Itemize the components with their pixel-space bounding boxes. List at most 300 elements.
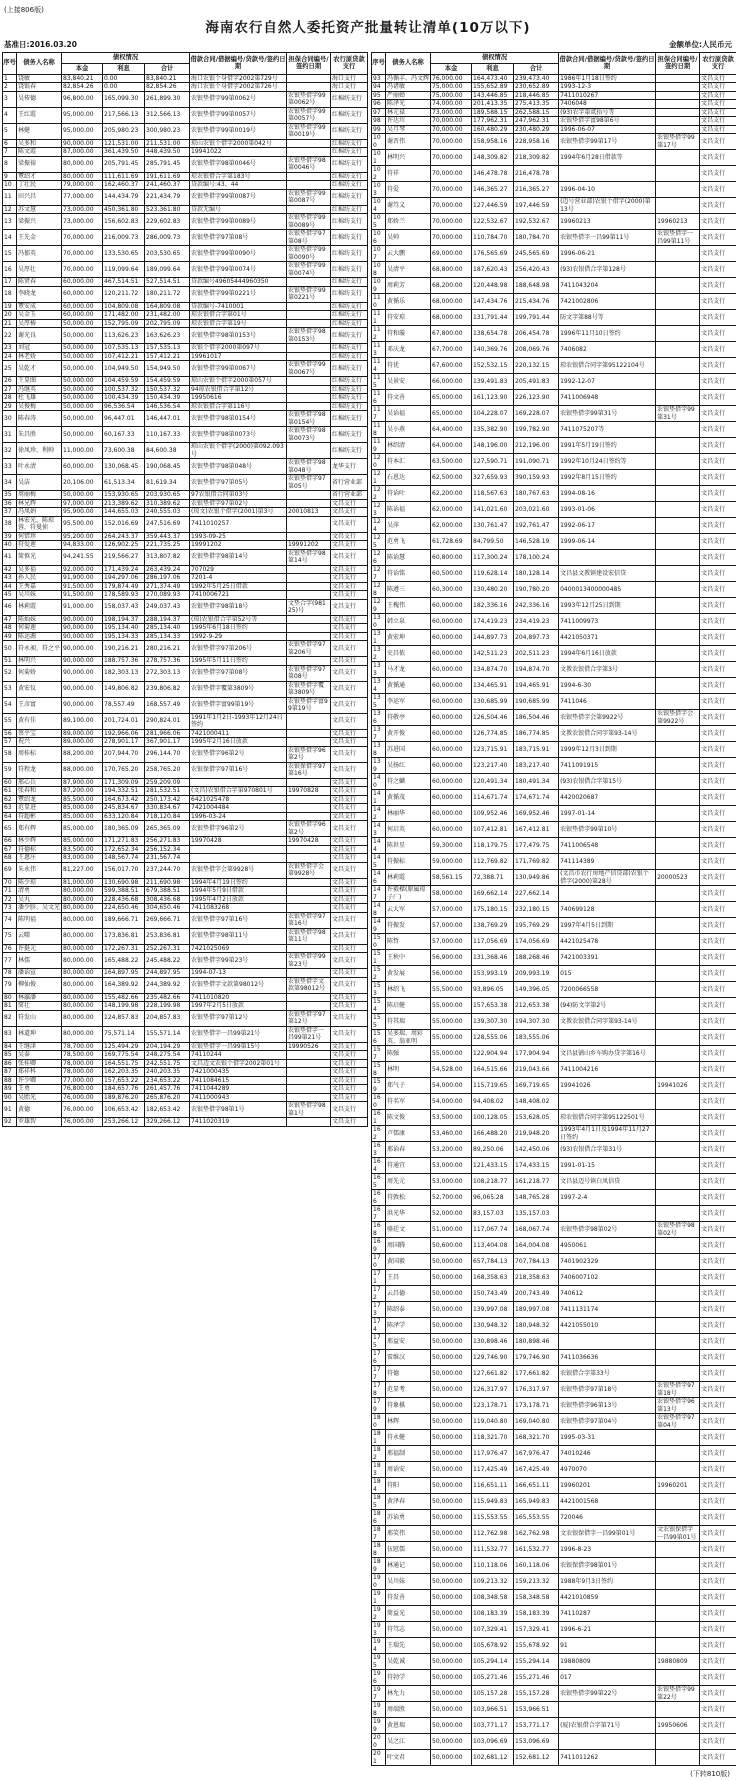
- cell-guarantee: [287, 302, 331, 311]
- cell-no: 137: [372, 726, 386, 742]
- cell-guarantee: [287, 944, 331, 953]
- cell-no: 127: [372, 566, 386, 582]
- cell-interest: 94,408.02: [472, 1094, 514, 1110]
- cell-interest: 123,715.91: [472, 742, 514, 758]
- cell-total: 153,628.05: [514, 1110, 559, 1126]
- cell-total: 167,976.47: [514, 1446, 559, 1462]
- cell-contract: 1992-06-17: [559, 518, 656, 534]
- header-interest: 利息: [472, 63, 514, 74]
- cell-principal: 75,000.00: [431, 91, 472, 100]
- cell-principal: 50,000.00: [431, 1590, 472, 1606]
- cell-principal: 70,000.00: [431, 150, 472, 166]
- cell-interest: 105,678.92: [472, 1638, 514, 1654]
- cell-contract: 1993年12月25日到期: [559, 598, 656, 614]
- cell-guarantee: [656, 982, 700, 998]
- cell-principal: 68,200.00: [431, 278, 472, 294]
- cell-branch: 文昌支行: [331, 516, 368, 532]
- cell-debtor-name: 吴小燕: [386, 422, 431, 438]
- cell-total: 183,715.91: [514, 742, 559, 758]
- cell-guarantee: 农银垫借字99第31号: [656, 406, 700, 422]
- cell-interest: 140,369.76: [472, 342, 514, 358]
- cell-branch: 文昌支行: [331, 1002, 368, 1011]
- cell-interest: 130,898.46: [472, 1334, 514, 1350]
- cell-total: 158,183.39: [514, 1606, 559, 1622]
- cell-no: 19: [3, 302, 17, 311]
- cell-branch: 文昌支行: [700, 1574, 736, 1590]
- cell-principal: 68,800.00: [431, 262, 472, 278]
- cell-no: 92: [3, 1118, 17, 1127]
- cell-total: 167,412.81: [514, 822, 559, 838]
- cell-branch: 文昌支行: [331, 1085, 368, 1094]
- cell-interest: 192,966.06: [103, 729, 145, 738]
- cell-total: 219,948.20: [514, 1126, 559, 1142]
- cell-guarantee: 农银垫借字99第0057号: [287, 107, 331, 123]
- cell-interest: 133,530.65: [103, 246, 145, 262]
- cell-branch: 文昌支行: [700, 1302, 736, 1318]
- cell-contract: 1999-06-14: [559, 534, 656, 550]
- cell-no: 41: [3, 549, 17, 565]
- cell-principal: 50,000.00: [62, 319, 103, 328]
- cell-branch: 文昌支行: [331, 615, 368, 624]
- cell-contract: 97农银借合同第03号: [190, 491, 287, 500]
- cell-total: 359,443.37: [145, 532, 190, 541]
- cell-contract: 7421025069: [190, 944, 287, 953]
- cell-no: 120: [372, 454, 386, 470]
- cell-total: 180,211.72: [145, 286, 190, 302]
- cell-total: 149,396.05: [514, 982, 559, 998]
- cell-total: 231,567.74: [145, 854, 190, 863]
- cell-interest: 102,681.12: [472, 1750, 514, 1766]
- table-row: [3, 516, 368, 532]
- table-row: [372, 710, 736, 726]
- cell-no: 188: [372, 1542, 386, 1558]
- cell-interest: 104,949.50: [103, 361, 145, 377]
- cell-branch: 文昌支行: [700, 694, 736, 710]
- table-row: [372, 870, 736, 886]
- cell-guarantee: [287, 344, 331, 353]
- table-row: [372, 134, 736, 150]
- cell-principal: 81,000.00: [62, 878, 103, 887]
- cell-debtor-name: 梁振兴: [17, 214, 62, 230]
- cell-branch: 红棉纺支行: [331, 246, 368, 262]
- table-body-right: [372, 74, 736, 1766]
- cell-branch: 文昌支行: [700, 406, 736, 422]
- cell-principal: 60,000.00: [431, 694, 472, 710]
- cell-debtor-name: 云大军: [386, 902, 431, 918]
- cell-interest: 253,266.12: [103, 1118, 145, 1127]
- cell-contract: 文农银保借字一昌99第01号: [559, 1526, 656, 1542]
- cell-interest: 96,536.54: [103, 402, 145, 411]
- cell-interest: 115,949.83: [472, 1494, 514, 1510]
- cell-no: 42: [3, 565, 17, 574]
- cell-contract: 94琼农银借合字第12号: [190, 385, 287, 394]
- cell-interest: 125,494.29: [103, 1042, 145, 1051]
- cell-guarantee: [656, 1014, 700, 1030]
- cell-contract: 1997年2月5日放款: [190, 1002, 287, 1011]
- cell-debtor-name: 叶文君: [386, 1750, 431, 1766]
- cell-guarantee: 农银垫借字99第0067号: [287, 361, 331, 377]
- cell-total: 166,651.11: [514, 1478, 559, 1494]
- cell-branch: 文昌支行: [331, 632, 368, 641]
- cell-branch: 红棉纺支行: [331, 286, 368, 302]
- cell-total: 239,473.40: [514, 74, 559, 83]
- table-row: [3, 549, 368, 565]
- cell-principal: 80,000.00: [62, 895, 103, 904]
- cell-interest: 118,567.63: [472, 486, 514, 502]
- table-row: [3, 812, 368, 821]
- table-row: [3, 262, 368, 278]
- table-row: [3, 697, 368, 713]
- cell-interest: 122,904.94: [472, 1046, 514, 1062]
- cell-total: 718,120.84: [145, 812, 190, 821]
- cell-interest: 104,809.08: [103, 302, 145, 311]
- cell-principal: 50,000.00: [431, 1638, 472, 1654]
- cell-interest: 219,566.27: [103, 549, 145, 565]
- cell-branch: 文昌支行: [700, 1606, 736, 1622]
- cell-total: 174,671.74: [514, 790, 559, 806]
- cell-principal: 77,000.00: [62, 189, 103, 205]
- cell-guarantee: [287, 205, 331, 214]
- cell-total: 155,157.28: [514, 1686, 559, 1702]
- cell-interest: 105,271.46: [472, 1670, 514, 1686]
- cell-branch: 文昌支行: [700, 1206, 736, 1222]
- table-row: [372, 1542, 736, 1558]
- cell-total: 219,043.66: [514, 1062, 559, 1078]
- cell-no: 44: [3, 582, 17, 591]
- cell-debtor-name: 蔡平宝: [17, 729, 62, 738]
- cell-branch: 文昌支行: [700, 125, 736, 134]
- cell-branch: 文昌支行: [331, 738, 368, 747]
- cell-guarantee: [287, 377, 331, 386]
- cell-interest: 126,902.25: [103, 541, 145, 550]
- cell-no: 68: [3, 854, 17, 863]
- cell-total: 278,757.36: [145, 657, 190, 666]
- table-row: [372, 886, 736, 902]
- cell-contract: 7421003391: [559, 950, 656, 966]
- cell-no: 142: [372, 806, 386, 822]
- cell-total: 281,966.06: [145, 729, 190, 738]
- cell-total: 208,069.76: [514, 342, 559, 358]
- cell-guarantee: [656, 998, 700, 1014]
- cell-debtor-name: 吴帅: [386, 230, 431, 246]
- cell-principal: 60,800.00: [431, 550, 472, 566]
- cell-no: 103: [372, 182, 386, 198]
- cell-branch: 文昌支行: [331, 845, 368, 854]
- cell-guarantee: [656, 83, 700, 92]
- cell-guarantee: [656, 774, 700, 790]
- cell-total: 174,056.69: [514, 934, 559, 950]
- cell-principal: 54,000.00: [431, 1094, 472, 1110]
- cell-total: 280,216.21: [145, 641, 190, 657]
- cell-debtor-name: 孙人民: [17, 574, 62, 583]
- cell-principal: 60,000.00: [62, 302, 103, 311]
- cell-total: 250,173.42: [145, 795, 190, 804]
- cell-contract: 74110244: [190, 1051, 287, 1060]
- cell-debtor-name: 陈世星: [386, 838, 431, 854]
- table-row: [3, 1076, 368, 1085]
- cell-branch: 红棉纺支行: [331, 352, 368, 361]
- cell-total: 204,897.73: [514, 630, 559, 646]
- cell-interest: 194,297.06: [103, 574, 145, 583]
- cell-no: 145: [372, 854, 386, 870]
- cell-principal: 85,000.00: [62, 804, 103, 813]
- cell-guarantee: [287, 887, 331, 896]
- cell-principal: 50,000.00: [431, 1462, 472, 1478]
- cell-interest: 134,465.91: [472, 678, 514, 694]
- table-row: [372, 470, 736, 486]
- cell-interest: 0.00: [103, 74, 145, 83]
- cell-no: 39: [3, 532, 17, 541]
- cell-contract: 7411131174: [559, 1302, 656, 1318]
- cell-guarantee: [656, 902, 700, 918]
- cell-debtor-name: 李晓龙: [17, 286, 62, 302]
- cell-interest: 149,806.82: [103, 681, 145, 697]
- cell-total: 155,294.14: [514, 1654, 559, 1670]
- cell-debtor-name: 简益光: [386, 1606, 431, 1622]
- table-row: [372, 182, 736, 198]
- cell-debtor-name: 陈春涛: [17, 411, 62, 427]
- cell-no: 102: [372, 166, 386, 182]
- table-row: [3, 508, 368, 517]
- cell-interest: 148,567.74: [103, 854, 145, 863]
- cell-interest: 122,532.67: [472, 214, 514, 230]
- cell-contract: 农银垫借字会第9922号: [559, 710, 656, 726]
- table-row: [3, 591, 368, 600]
- cell-branch: 文昌支行: [700, 1622, 736, 1638]
- table-row: [372, 1478, 736, 1494]
- header-claim: 债权情况: [431, 53, 559, 64]
- cell-guarantee: [656, 742, 700, 758]
- cell-branch: 红棉纺支行: [331, 139, 368, 148]
- cell-principal: 67,600.00: [431, 358, 472, 374]
- cell-guarantee: [656, 1558, 700, 1574]
- cell-total: 155,571.14: [145, 1026, 190, 1042]
- cell-debtor-name: 符德标: [17, 845, 62, 854]
- table-row: [372, 534, 736, 550]
- cell-no: 82: [3, 1010, 17, 1026]
- cell-total: 285,791.45: [145, 156, 190, 172]
- cell-guarantee: [287, 895, 331, 904]
- cell-total: 230,652.89: [514, 83, 559, 92]
- cell-branch: 文昌支行: [700, 262, 736, 278]
- cell-contract: 741114389: [559, 854, 656, 870]
- cell-branch: 文昌支行: [331, 977, 368, 993]
- table-row: [3, 746, 368, 762]
- cell-interest: 152,532.15: [472, 358, 514, 374]
- cell-total: 190,780.20: [514, 582, 559, 598]
- cell-contract: (琼)农银借合字第52号等: [190, 615, 287, 624]
- cell-no: 156: [372, 1030, 386, 1046]
- cell-no: 195: [372, 1654, 386, 1670]
- cell-no: 12: [3, 205, 17, 214]
- cell-contract: 琼农银借合字第19号: [190, 319, 287, 328]
- table-row: [372, 406, 736, 422]
- table-row: [3, 665, 368, 681]
- cell-principal: 62,200.00: [431, 486, 472, 502]
- cell-debtor-name: 符安琼: [386, 310, 431, 326]
- cell-interest: 164,673.42: [103, 795, 145, 804]
- cell-principal: 55,000.00: [431, 998, 472, 1014]
- table-row: [3, 205, 368, 214]
- cell-principal: 70,000.00: [431, 117, 472, 126]
- cell-principal: 91,000.00: [62, 599, 103, 615]
- cell-debtor-name: 覃绍才: [17, 172, 62, 181]
- cell-debtor-name: 林健: [17, 123, 62, 139]
- cell-debtor-name: 王瑞先: [386, 1638, 431, 1654]
- cell-principal: 89,000.00: [62, 729, 103, 738]
- cell-guarantee: 19970428: [287, 837, 331, 846]
- cell-branch: 红棉纺支行: [331, 214, 368, 230]
- table-row: [372, 1126, 736, 1142]
- cell-interest: 224,650.46: [103, 904, 145, 913]
- cell-debtor-name: 王昌: [386, 1270, 431, 1286]
- cell-total: 202,511.23: [514, 646, 559, 662]
- cell-branch: 文昌支行: [700, 1222, 736, 1238]
- cell-no: 7: [3, 148, 17, 157]
- cell-no: 30: [3, 411, 17, 427]
- cell-contract: (93)农银借合字第15号: [559, 774, 656, 790]
- cell-principal: 50,000.00: [431, 1734, 472, 1750]
- cell-guarantee: [656, 950, 700, 966]
- cell-guarantee: 农银垫借字97第12号: [287, 1010, 331, 1026]
- cell-interest: 119,040.80: [472, 1414, 514, 1430]
- cell-principal: 62,500.00: [431, 470, 472, 486]
- cell-contract: (93)农字第贰拾号等: [559, 108, 656, 117]
- cell-branch: 文昌支行: [700, 1702, 736, 1718]
- cell-guarantee: [656, 1254, 700, 1270]
- cell-no: 184: [372, 1478, 386, 1494]
- cell-no: 109: [372, 278, 386, 294]
- cell-principal: 63,500.00: [431, 454, 472, 470]
- cell-contract: 文昌县文教镇建设宏信贷: [559, 566, 656, 582]
- cell-principal: 56,000.00: [431, 966, 472, 982]
- cell-branch: 文昌支行: [700, 310, 736, 326]
- cell-guarantee: 农银垫借字覆第3809号: [287, 681, 331, 697]
- cell-debtor-name: 吴俊梅: [17, 402, 62, 411]
- cell-no: 162: [372, 1126, 386, 1142]
- cell-total: 209,993.19: [514, 966, 559, 982]
- cell-interest: 117,425.49: [472, 1462, 514, 1478]
- cell-no: 72: [3, 895, 17, 904]
- table-row: [372, 1318, 736, 1334]
- cell-interest: 141,021.60: [472, 502, 514, 518]
- cell-principal: 60,300.00: [431, 582, 472, 598]
- cell-contract: 农银垫借字97第206号: [190, 641, 287, 657]
- cell-debtor-name: 周桂标: [17, 746, 62, 762]
- cell-principal: 57,000.00: [431, 934, 472, 950]
- cell-debtor-name: 吴川妹: [17, 591, 62, 600]
- cell-debtor-name: 范勇飞: [386, 534, 431, 550]
- cell-total: 256,271.83: [145, 837, 190, 846]
- cell-debtor-name: 陈运源: [17, 632, 62, 641]
- table-row: [372, 358, 736, 374]
- cell-guarantee: [656, 182, 700, 198]
- cell-contract: 6421025478: [190, 795, 287, 804]
- cell-contract: 农银垫借字98第02号: [559, 1222, 656, 1238]
- cell-guarantee: [287, 532, 331, 541]
- cell-no: 122: [372, 486, 386, 502]
- cell-total: 163,626.23: [145, 328, 190, 344]
- cell-debtor-name: 陈强: [386, 1046, 431, 1062]
- cell-contract: 农银垫借字99第22号: [559, 1686, 656, 1702]
- cell-principal: 94,241.55: [62, 549, 103, 565]
- cell-principal: 59,300.00: [431, 838, 472, 854]
- cell-branch: 红棉纺支行: [331, 156, 368, 172]
- cell-principal: 95,900.00: [62, 508, 103, 517]
- cell-contract: 7421004484: [190, 804, 287, 813]
- cell-debtor-name: 周诒安: [386, 1462, 431, 1478]
- cell-principal: 50,000.00: [62, 361, 103, 377]
- cell-contract: 1996-04-10: [559, 182, 656, 198]
- cell-no: 48: [3, 624, 17, 633]
- cell-contract: 19880809: [559, 1654, 656, 1670]
- cell-total: 179,746.90: [514, 1350, 559, 1366]
- cell-principal: 66,000.00: [431, 374, 472, 390]
- cell-total: 177,661.82: [514, 1366, 559, 1382]
- cell-total: 244,389.92: [145, 977, 190, 993]
- cell-guarantee: [287, 591, 331, 600]
- cell-no: 161: [372, 1110, 386, 1126]
- cell-interest: 130,685.99: [472, 694, 514, 710]
- cell-no: 27: [3, 385, 17, 394]
- cell-guarantee: [656, 390, 700, 406]
- cell-principal: 50,000.00: [62, 402, 103, 411]
- cell-principal: 50,000.00: [62, 394, 103, 403]
- cell-contract: 7421002806: [559, 294, 656, 310]
- cell-principal: 83,840.21: [62, 74, 103, 83]
- cell-no: 62: [3, 795, 17, 804]
- cell-branch: 文昌支行: [331, 729, 368, 738]
- cell-guarantee: [656, 1446, 700, 1462]
- cell-guarantee: [656, 358, 700, 374]
- cell-no: 4: [3, 107, 17, 123]
- cell-contract: 7201-4: [190, 574, 287, 583]
- cell-branch: 文昌支行: [331, 762, 368, 778]
- cell-debtor-name: 林老娇: [17, 352, 62, 361]
- cell-no: 196: [372, 1670, 386, 1686]
- cell-interest: 162,203.35: [103, 1068, 145, 1077]
- table-row: [3, 804, 368, 813]
- cell-guarantee: [656, 374, 700, 390]
- cell-debtor-name: 符其瑞: [386, 1014, 431, 1030]
- cell-no: 147: [372, 886, 386, 902]
- cell-principal: 54,528.00: [431, 1062, 472, 1078]
- cell-interest: 107,412.21: [103, 352, 145, 361]
- cell-no: 158: [372, 1062, 386, 1078]
- table-row: [3, 246, 368, 262]
- cell-contract: 74010246: [559, 1446, 656, 1462]
- cell-no: 20: [3, 311, 17, 320]
- cell-branch: 文昌支行: [331, 862, 368, 878]
- cell-branch: 文昌支行: [700, 1558, 736, 1574]
- table-row: [372, 1222, 736, 1238]
- table-row: [3, 778, 368, 787]
- cell-debtor-name: 苏进国: [386, 742, 431, 758]
- cell-principal: 70,000.00: [431, 166, 472, 182]
- cell-principal: 53,200.00: [431, 1142, 472, 1158]
- table-row: [3, 1059, 368, 1068]
- cell-total: 239,806.82: [145, 681, 190, 697]
- cell-guarantee: [287, 148, 331, 157]
- cell-debtor-name: 冯诸敏: [386, 83, 431, 92]
- cell-debtor-name: 林辉: [386, 1414, 431, 1430]
- cell-guarantee: [656, 1126, 700, 1142]
- cell-contract: (93)农银借合字第31号: [559, 1142, 656, 1158]
- cell-principal: 92,000.00: [62, 565, 103, 574]
- cell-no: 74: [3, 912, 17, 928]
- cell-total: 154,459.59: [145, 377, 190, 386]
- cell-principal: 50,000.00: [431, 1446, 472, 1462]
